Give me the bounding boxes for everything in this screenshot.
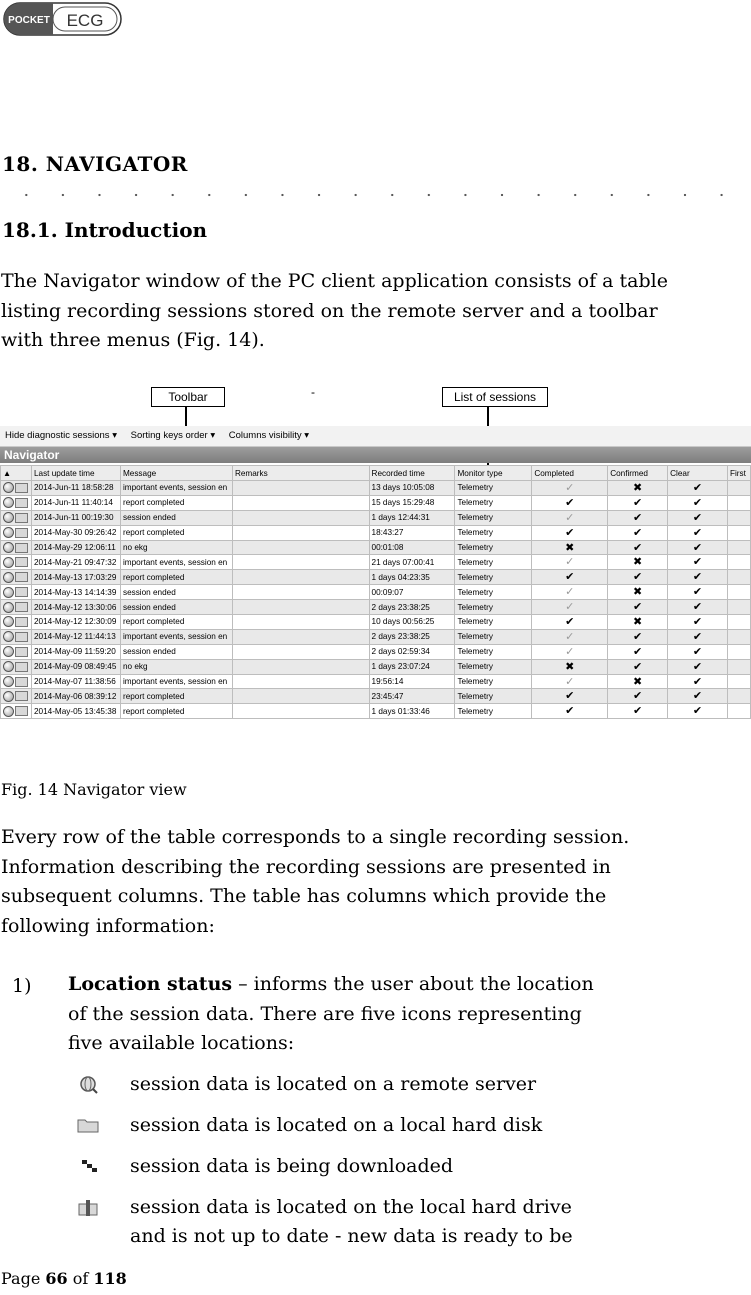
cell-remarks	[232, 689, 369, 704]
cell-recorded: 00:09:07	[369, 585, 455, 600]
cell-recorded: 2 days 23:38:25	[369, 629, 455, 644]
cell-confirmed: ✔	[608, 495, 668, 510]
logo-text-right: ECG	[66, 11, 104, 30]
cell-monitor: Telemetry	[455, 570, 532, 585]
navigator-title: Navigator	[0, 447, 751, 463]
cell-recorded: 2 days 23:38:25	[369, 600, 455, 615]
folder-icon	[15, 557, 28, 567]
cell-completed: ✓	[532, 644, 608, 659]
cell-remarks	[232, 540, 369, 555]
cell-completed: ✔	[532, 704, 608, 719]
folder-icon	[15, 706, 28, 716]
cell-completed: ✓	[532, 481, 608, 496]
download-icon	[76, 1156, 100, 1176]
location-cell	[1, 659, 32, 674]
cell-message: session ended	[120, 644, 232, 659]
cell-last-update: 2014-Jun-11 00:19:30	[31, 510, 120, 525]
cell-message: report completed	[120, 689, 232, 704]
cell-monitor: Telemetry	[455, 615, 532, 630]
table-row[interactable]	[1, 495, 751, 510]
table-row[interactable]	[1, 689, 751, 704]
cell-recorded: 18:43:27	[369, 525, 455, 540]
cell-first	[727, 674, 750, 689]
header-recorded[interactable]: Recorded time	[369, 466, 455, 481]
list-line: of the session data. There are five icons representing	[68, 1002, 582, 1025]
cell-completed: ✖	[532, 540, 608, 555]
cell-confirmed: ✔	[608, 570, 668, 585]
cell-first	[727, 600, 750, 615]
table-row[interactable]	[1, 704, 751, 719]
cell-clear: ✔	[668, 495, 728, 510]
cell-remarks	[232, 615, 369, 630]
list-term: Location status	[68, 973, 233, 995]
cell-remarks	[232, 585, 369, 600]
cell-first	[727, 615, 750, 630]
body-line: Information describing the recording sessions are presented in	[1, 855, 611, 878]
cell-remarks	[232, 481, 369, 496]
list-line: five available locations:	[68, 1032, 295, 1054]
menu-sorting-keys[interactable]: Sorting keys order ▾	[130, 430, 216, 441]
cell-last-update: 2014-May-12 11:44:13	[31, 629, 120, 644]
cell-last-update: 2014-May-09 08:49:45	[31, 659, 120, 674]
cell-confirmed: ✔	[608, 600, 668, 615]
header-remarks[interactable]: Remarks	[232, 466, 369, 481]
footer-page-number: 66	[45, 1269, 68, 1288]
cell-recorded: 23:45:47	[369, 689, 455, 704]
cell-completed: ✓	[532, 674, 608, 689]
table-row[interactable]	[1, 644, 751, 659]
cell-completed: ✔	[532, 570, 608, 585]
folder-icon	[15, 602, 28, 612]
cell-completed: ✓	[532, 585, 608, 600]
folder-icon	[15, 543, 28, 553]
list-number: 1)	[12, 975, 32, 997]
callout-sessions: List of sessions	[442, 387, 548, 407]
globe-icon	[3, 482, 14, 493]
header-last-update[interactable]: Last update time	[31, 466, 120, 481]
intro-paragraph	[1, 267, 746, 356]
cell-first	[727, 555, 750, 570]
cell-first	[727, 644, 750, 659]
cell-recorded: 1 days 01:33:46	[369, 704, 455, 719]
cell-remarks	[232, 510, 369, 525]
cell-confirmed: ✖	[608, 674, 668, 689]
cell-recorded: 15 days 15:29:48	[369, 495, 455, 510]
location-cell	[1, 644, 32, 659]
table-row[interactable]	[1, 510, 751, 525]
cell-clear: ✔	[668, 674, 728, 689]
cell-last-update: 2014-Jun-11 18:58:28	[31, 481, 120, 496]
cell-clear: ✔	[668, 510, 728, 525]
folder-icon	[15, 572, 28, 582]
globe-icon	[3, 691, 14, 702]
cell-first	[727, 525, 750, 540]
cell-completed: ✓	[532, 510, 608, 525]
cell-clear: ✔	[668, 525, 728, 540]
location-cell	[1, 540, 32, 555]
folder-icon	[15, 677, 28, 687]
cell-remarks	[232, 674, 369, 689]
location-cell	[1, 689, 32, 704]
cell-first	[727, 481, 750, 496]
header-location[interactable]: ▲	[1, 466, 32, 481]
cell-clear: ✔	[668, 585, 728, 600]
pocket-ecg-logo	[3, 2, 122, 36]
table-row[interactable]	[1, 525, 751, 540]
cell-recorded: 13 days 10:05:08	[369, 481, 455, 496]
toolbar	[0, 426, 751, 447]
cell-message: no ekg	[120, 540, 232, 555]
cell-remarks	[232, 495, 369, 510]
cell-clear: ✔	[668, 615, 728, 630]
cell-confirmed: ✔	[608, 659, 668, 674]
footer-page-word: Page	[1, 1269, 46, 1288]
cell-completed: ✓	[532, 629, 608, 644]
globe-icon	[3, 512, 14, 523]
location-cell	[1, 585, 32, 600]
section-heading: 18. NAVIGATOR	[2, 152, 188, 176]
intro-line: The Navigator window of the PC client application consists of a table	[1, 270, 668, 292]
cell-completed: ✔	[532, 689, 608, 704]
legend-text: session data is located on a local hard disk	[130, 1114, 543, 1136]
header-confirmed[interactable]: Confirmed	[608, 466, 668, 481]
legend-text: session data is located on a remote server	[130, 1073, 537, 1095]
table-row[interactable]	[1, 540, 751, 555]
cell-last-update: 2014-May-06 08:39:12	[31, 689, 120, 704]
body-line: subsequent columns. The table has columns which provide the	[1, 885, 607, 907]
globe-icon	[3, 587, 14, 598]
cell-clear: ✔	[668, 644, 728, 659]
folder-icon	[15, 587, 28, 597]
location-cell	[1, 525, 32, 540]
cell-message: session ended	[120, 510, 232, 525]
cell-monitor: Telemetry	[455, 659, 532, 674]
folder-icon	[15, 513, 28, 523]
globe-icon	[76, 1074, 100, 1094]
cell-monitor: Telemetry	[455, 525, 532, 540]
cell-confirmed: ✖	[608, 585, 668, 600]
cell-first	[727, 570, 750, 585]
globe-icon	[3, 646, 14, 657]
cell-confirmed: ✔	[608, 704, 668, 719]
folder-icon	[15, 617, 28, 627]
cell-monitor: Telemetry	[455, 585, 532, 600]
cell-message: session ended	[120, 600, 232, 615]
cell-first	[727, 540, 750, 555]
cell-remarks	[232, 555, 369, 570]
cell-recorded: 19:56:14	[369, 674, 455, 689]
cell-message: report completed	[120, 615, 232, 630]
cell-last-update: 2014-May-12 12:30:09	[31, 615, 120, 630]
cell-monitor: Telemetry	[455, 481, 532, 496]
table-row[interactable]	[1, 555, 751, 570]
cell-completed: ✓	[532, 555, 608, 570]
cell-clear: ✔	[668, 481, 728, 496]
globe-icon	[3, 631, 14, 642]
cell-message: important events, session en	[120, 555, 232, 570]
figure-caption: Fig. 14 Navigator view	[1, 780, 187, 799]
table-row[interactable]	[1, 674, 751, 689]
location-cell	[1, 600, 32, 615]
folder-icon	[76, 1115, 100, 1135]
location-cell	[1, 555, 32, 570]
cell-confirmed: ✖	[608, 555, 668, 570]
location-cell	[1, 510, 32, 525]
cell-message: report completed	[120, 495, 232, 510]
cell-completed: ✔	[532, 495, 608, 510]
cell-remarks	[232, 629, 369, 644]
cell-last-update: 2014-May-12 13:30:06	[31, 600, 120, 615]
legend-continuation: and is not up to date - new data is ready to be	[130, 1225, 573, 1247]
cell-last-update: 2014-May-05 13:45:38	[31, 704, 120, 719]
sessions-table	[0, 465, 751, 719]
cell-first	[727, 495, 750, 510]
header-monitor[interactable]: Monitor type	[455, 466, 532, 481]
globe-icon	[3, 661, 14, 672]
cell-confirmed: ✖	[608, 481, 668, 496]
cell-remarks	[232, 570, 369, 585]
folder-icon	[15, 632, 28, 642]
cell-last-update: 2014-May-29 12:06:11	[31, 540, 120, 555]
globe-icon	[3, 706, 14, 717]
cell-clear: ✔	[668, 704, 728, 719]
cell-clear: ✔	[668, 659, 728, 674]
cell-recorded: 10 days 00:56:25	[369, 615, 455, 630]
table-row[interactable]	[1, 600, 751, 615]
location-cell	[1, 629, 32, 644]
cell-last-update: 2014-May-07 11:38:56	[31, 674, 120, 689]
cell-recorded: 00:01:08	[369, 540, 455, 555]
table-row[interactable]	[1, 481, 751, 496]
menu-columns-visibility[interactable]: Columns visibility ▾	[228, 430, 310, 441]
globe-icon	[3, 572, 14, 583]
cell-completed: ✓	[532, 600, 608, 615]
cell-completed: ✔	[532, 525, 608, 540]
callout-dash: -	[311, 385, 315, 399]
cell-completed: ✖	[532, 659, 608, 674]
cell-confirmed: ✔	[608, 510, 668, 525]
cell-completed: ✔	[532, 615, 608, 630]
cell-first	[727, 659, 750, 674]
cell-confirmed: ✔	[608, 525, 668, 540]
cell-monitor: Telemetry	[455, 555, 532, 570]
list-line: – informs the user about the location	[232, 973, 594, 995]
cell-confirmed: ✖	[608, 615, 668, 630]
cell-clear: ✔	[668, 540, 728, 555]
globe-icon	[3, 602, 14, 613]
cell-remarks	[232, 704, 369, 719]
cell-first	[727, 510, 750, 525]
cell-clear: ✔	[668, 555, 728, 570]
footer-of-word: of	[67, 1269, 94, 1288]
cell-clear: ✔	[668, 629, 728, 644]
body-paragraph	[1, 823, 746, 941]
navigator-figure	[0, 385, 751, 725]
subsection-heading: 18.1. Introduction	[2, 218, 208, 242]
header-message[interactable]: Message	[120, 466, 232, 481]
folder-icon	[15, 662, 28, 672]
outdated-icon	[76, 1198, 100, 1218]
cell-last-update: 2014-May-21 09:47:32	[31, 555, 120, 570]
table-row[interactable]	[1, 659, 751, 674]
cell-recorded: 1 days 23:07:24	[369, 659, 455, 674]
cell-first	[727, 585, 750, 600]
location-cell	[1, 495, 32, 510]
cell-clear: ✔	[668, 570, 728, 585]
cell-first	[727, 704, 750, 719]
table-row[interactable]	[1, 629, 751, 644]
table-row[interactable]	[1, 615, 751, 630]
body-line: Every row of the table corresponds to a single recording session.	[1, 826, 630, 848]
header-clear[interactable]: Clear	[668, 466, 728, 481]
folder-icon	[15, 647, 28, 657]
cell-message: report completed	[120, 525, 232, 540]
cell-last-update: 2014-May-13 17:03:29	[31, 570, 120, 585]
cell-first	[727, 629, 750, 644]
location-cell	[1, 615, 32, 630]
location-cell	[1, 481, 32, 496]
cell-clear: ✔	[668, 600, 728, 615]
cell-monitor: Telemetry	[455, 644, 532, 659]
cell-monitor: Telemetry	[455, 495, 532, 510]
logo-text-left: POCKET	[8, 15, 50, 26]
globe-icon	[3, 527, 14, 538]
list-item	[68, 970, 668, 1059]
intro-line: with three menus (Fig. 14).	[1, 329, 265, 351]
cell-monitor: Telemetry	[455, 510, 532, 525]
cell-recorded: 1 days 04:23:35	[369, 570, 455, 585]
body-line: following information:	[1, 914, 215, 937]
cell-confirmed: ✔	[608, 644, 668, 659]
legend-text: session data is being downloaded	[130, 1155, 454, 1177]
cell-monitor: Telemetry	[455, 674, 532, 689]
menu-hide-diagnostic[interactable]: Hide diagnostic sessions ▾	[5, 430, 117, 441]
folder-icon	[15, 691, 28, 701]
cell-last-update: 2014-May-09 11:59:20	[31, 644, 120, 659]
globe-icon	[3, 676, 14, 687]
cell-monitor: Telemetry	[455, 600, 532, 615]
globe-icon	[3, 557, 14, 568]
cell-remarks	[232, 644, 369, 659]
table-row[interactable]	[1, 570, 751, 585]
header-completed[interactable]: Completed	[532, 466, 608, 481]
table-row[interactable]	[1, 585, 751, 600]
globe-icon	[3, 616, 14, 627]
cell-message: session ended	[120, 585, 232, 600]
cell-recorded: 1 days 12:44:31	[369, 510, 455, 525]
cell-remarks	[232, 659, 369, 674]
folder-icon	[15, 498, 28, 508]
globe-icon	[3, 497, 14, 508]
cell-message: report completed	[120, 570, 232, 585]
cell-first	[727, 689, 750, 704]
cell-recorded: 21 days 07:00:41	[369, 555, 455, 570]
cell-message: report completed	[120, 704, 232, 719]
cell-monitor: Telemetry	[455, 629, 532, 644]
cell-remarks	[232, 600, 369, 615]
cell-remarks	[232, 525, 369, 540]
dotted-divider	[0, 192, 751, 198]
cell-message: no ekg	[120, 659, 232, 674]
cell-message: important events, session en	[120, 674, 232, 689]
cell-last-update: 2014-May-13 14:14:39	[31, 585, 120, 600]
page-footer	[1, 1269, 127, 1288]
location-cell	[1, 704, 32, 719]
cell-message: important events, session en	[120, 481, 232, 496]
cell-confirmed: ✔	[608, 540, 668, 555]
callout-toolbar: Toolbar	[151, 387, 225, 407]
globe-icon	[3, 542, 14, 553]
location-cell	[1, 570, 32, 585]
folder-icon	[15, 528, 28, 538]
intro-line: listing recording sessions stored on the remote server and a toolbar	[1, 299, 658, 322]
cell-last-update: 2014-Jun-11 11:40:14	[31, 495, 120, 510]
location-cell	[1, 674, 32, 689]
cell-confirmed: ✔	[608, 629, 668, 644]
cell-monitor: Telemetry	[455, 540, 532, 555]
cell-monitor: Telemetry	[455, 704, 532, 719]
cell-recorded: 2 days 02:59:34	[369, 644, 455, 659]
cell-clear: ✔	[668, 689, 728, 704]
footer-total-pages: 118	[93, 1269, 127, 1288]
cell-last-update: 2014-May-30 09:26:42	[31, 525, 120, 540]
table-header	[1, 466, 751, 481]
cell-confirmed: ✔	[608, 689, 668, 704]
header-first[interactable]: First	[727, 466, 750, 481]
folder-icon	[15, 483, 28, 493]
cell-monitor: Telemetry	[455, 689, 532, 704]
legend-text: session data is located on the local hard drive	[130, 1196, 572, 1218]
cell-message: important events, session en	[120, 629, 232, 644]
